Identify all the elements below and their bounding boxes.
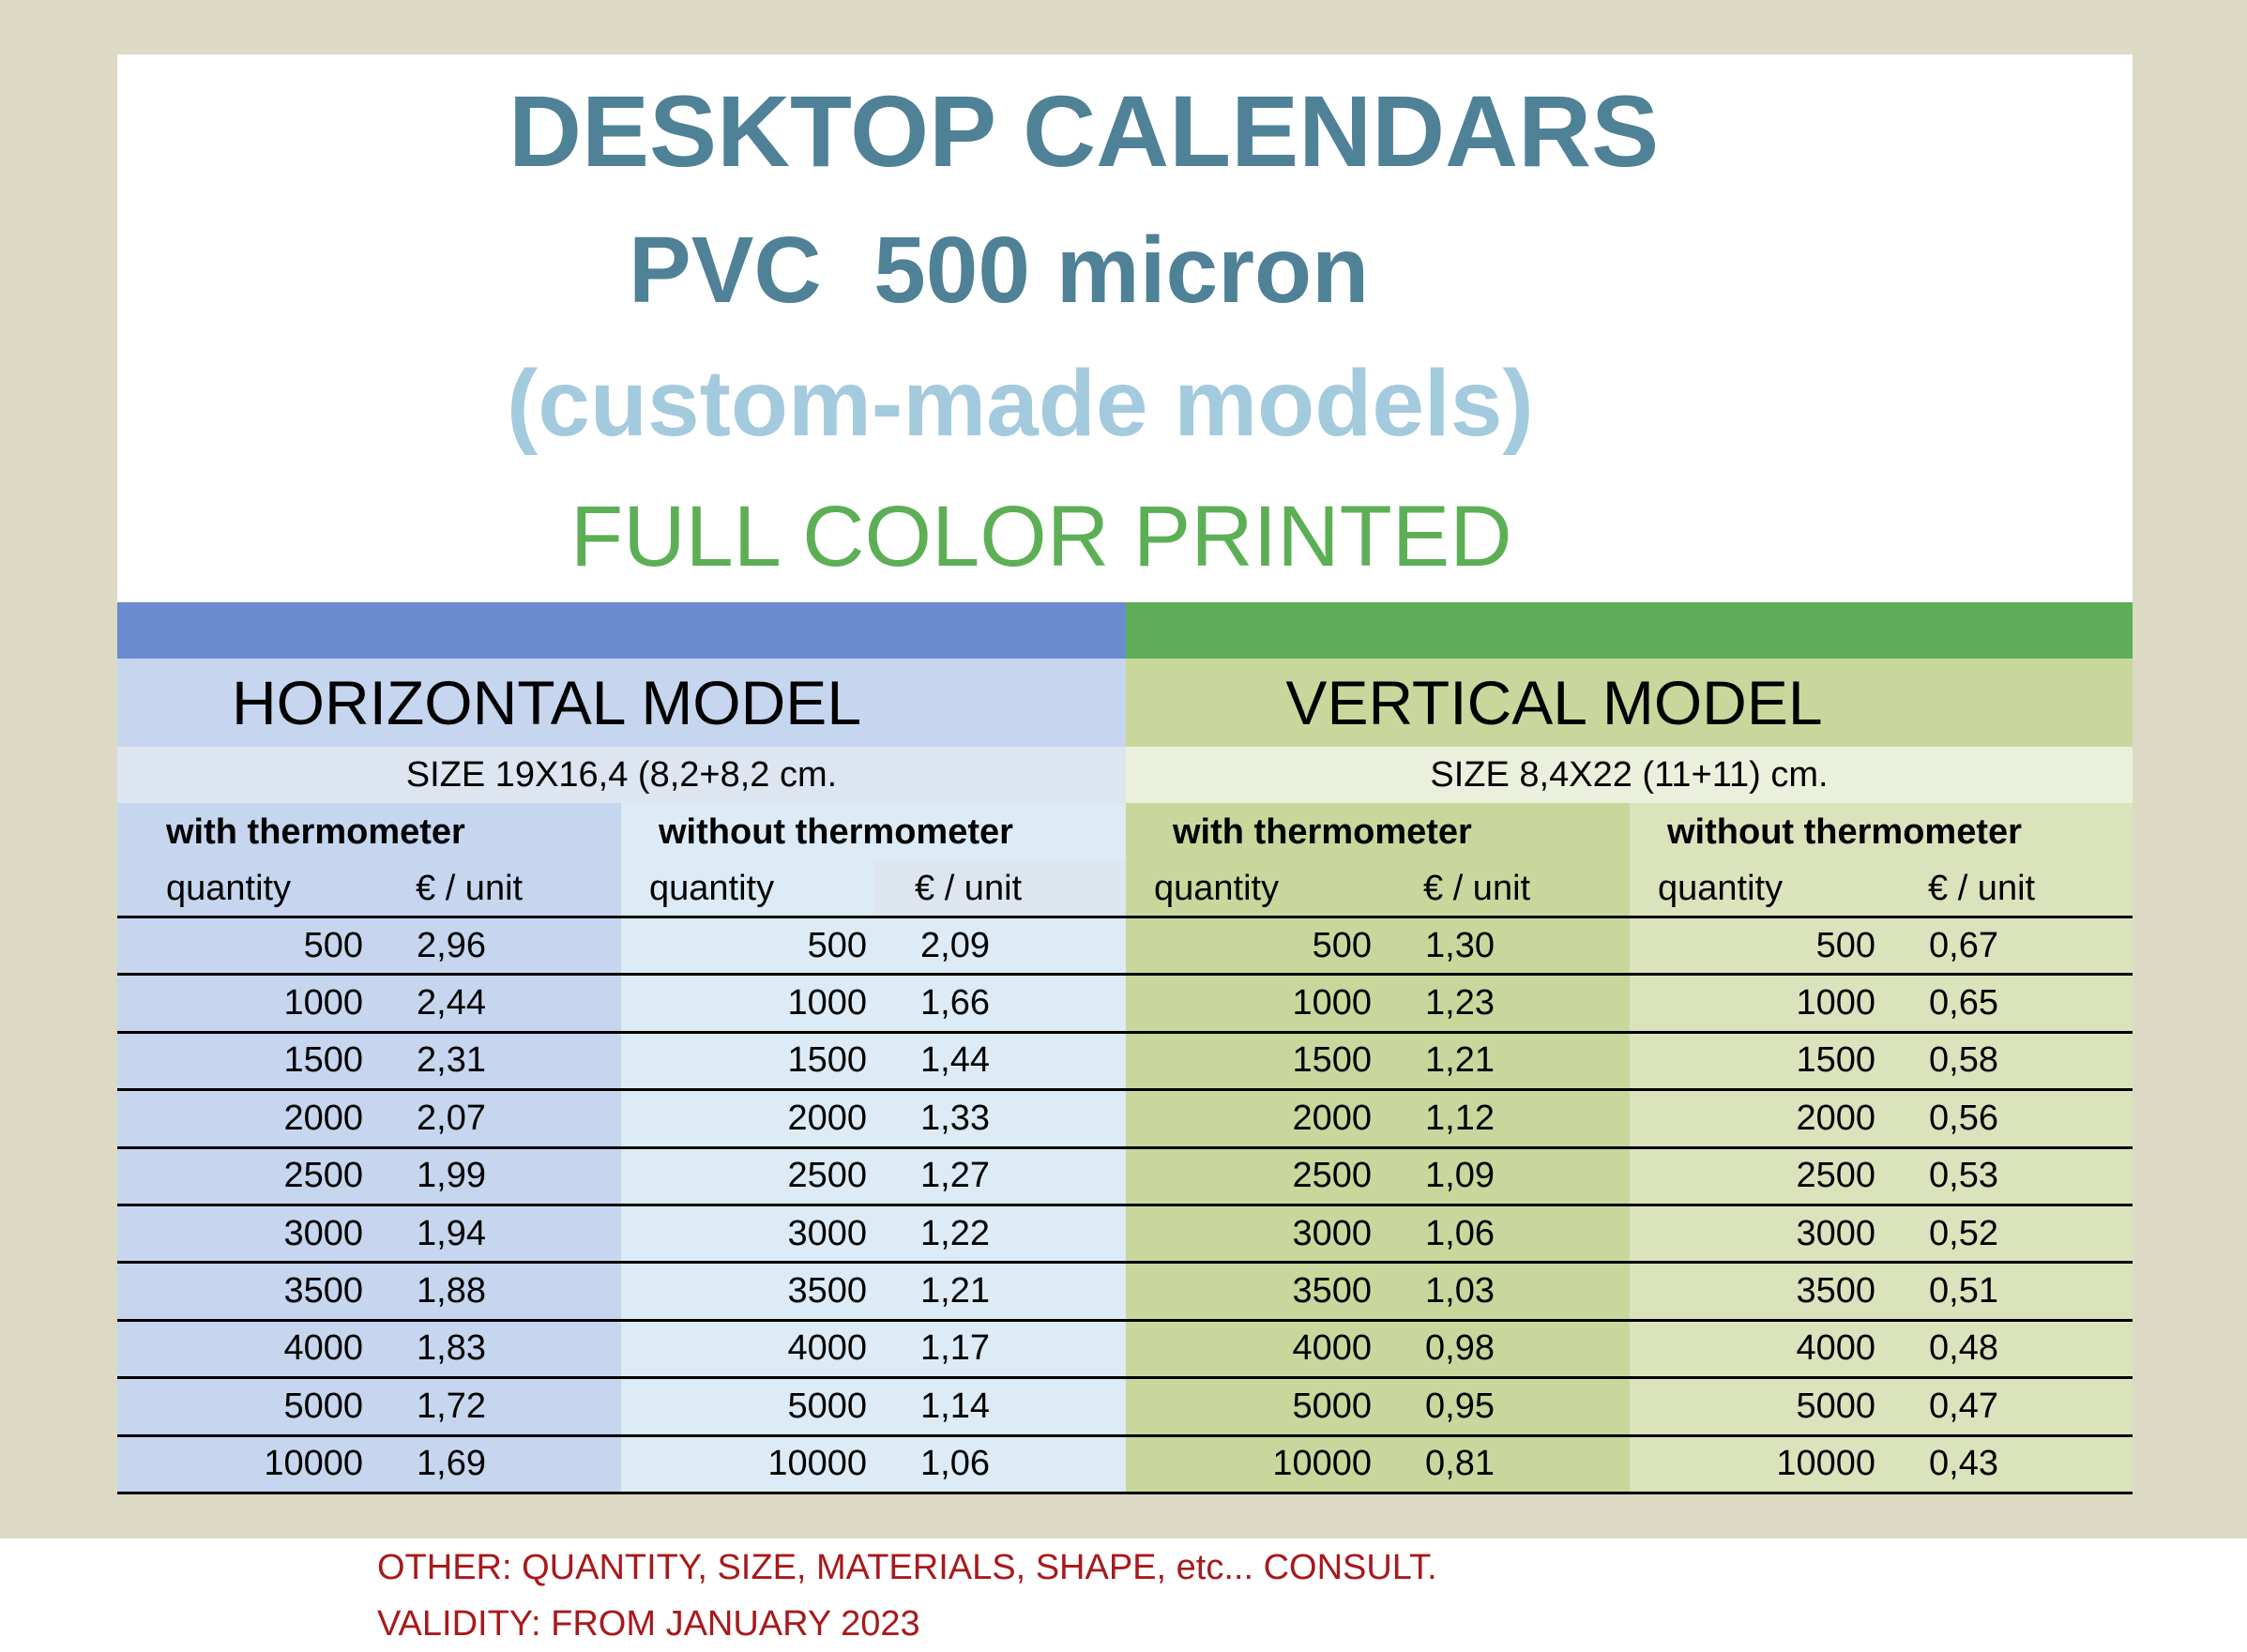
unit-price-header: € / unit: [915, 869, 1023, 908]
unit-price-cell: 1,06: [1372, 1205, 1630, 1262]
unit-price-cell: 0,58: [1875, 1032, 2133, 1089]
h-with-column-headers: [117, 861, 621, 916]
unit-price-cell: 0,43: [1875, 1435, 2133, 1493]
table-row: [117, 1378, 2133, 1435]
quantity-cell: 1000: [117, 975, 363, 1032]
quantity-cell: 2500: [621, 1147, 867, 1205]
footer-other-note: OTHER: QUANTITY, SIZE, MATERIALS, SHAPE, etc... CONSULT.: [377, 1548, 1437, 1587]
h-without-column-headers: [621, 861, 1126, 916]
vertical-model-heading: VERTICAL MODEL: [1126, 659, 2133, 747]
price-sheet: [117, 54, 2133, 1484]
quantity-cell: 3000: [1126, 1205, 1372, 1262]
quantity-cell: 2000: [1630, 1090, 1875, 1147]
unit-price-cell: 0,81: [1372, 1435, 1630, 1493]
unit-price-header: € / unit: [416, 869, 524, 908]
unit-price-cell: 1,27: [867, 1147, 1126, 1205]
custom-subtitle: (custom-made models): [507, 351, 1534, 456]
unit-price-cell: 2,96: [363, 917, 621, 975]
quantity-cell: 1000: [1126, 975, 1372, 1032]
table-row: [117, 1263, 2133, 1320]
unit-price-cell: 1,09: [1372, 1147, 1630, 1205]
quantity-cell: 500: [1126, 917, 1372, 975]
quantity-cell: 5000: [1630, 1378, 1875, 1435]
quantity-cell: 1500: [1126, 1032, 1372, 1089]
table-row: [117, 1205, 2133, 1262]
unit-price-cell: 0,47: [1875, 1378, 2133, 1435]
quantity-cell: 10000: [117, 1435, 363, 1493]
v-without-thermometer-heading: without thermometer: [1630, 803, 2133, 861]
unit-price-cell: 2,07: [363, 1090, 621, 1147]
unit-price-cell: 1,17: [867, 1320, 1126, 1377]
v-with-thermometer-heading: with thermometer: [1126, 803, 1630, 861]
quantity-cell: 2500: [1126, 1147, 1372, 1205]
unit-price-cell: 2,31: [363, 1032, 621, 1089]
page-title: DESKTOP CALENDARS: [509, 74, 1660, 188]
vertical-color-band: [1126, 602, 2133, 659]
h-without-thermometer-heading: without thermometer: [621, 803, 1126, 861]
unit-price-cell: 2,09: [867, 917, 1126, 975]
unit-price-cell: 0,65: [1875, 975, 2133, 1032]
quantity-cell: 5000: [1126, 1378, 1372, 1435]
quantity-cell: 1000: [1630, 975, 1875, 1032]
v-without-column-headers: [1630, 861, 2133, 916]
unit-price-cell: 1,88: [363, 1263, 621, 1320]
quantity-cell: 3500: [117, 1263, 363, 1320]
table-row: [117, 917, 2133, 975]
unit-price-cell: 1,69: [363, 1435, 621, 1493]
table-row: [117, 975, 2133, 1032]
unit-price-cell: 2,44: [363, 975, 621, 1032]
unit-price-cell: 1,06: [867, 1435, 1126, 1493]
quantity-header: quantity: [1154, 869, 1280, 908]
quantity-cell: 1500: [1630, 1032, 1875, 1089]
vertical-size: SIZE 8,4X22 (11+11) cm.: [1126, 747, 2133, 803]
quantity-header: quantity: [649, 869, 775, 908]
quantity-header: quantity: [166, 869, 292, 908]
material-subtitle: PVC 500 micron: [629, 218, 1370, 323]
horizontal-model-heading: HORIZONTAL MODEL: [117, 659, 1126, 747]
quantity-cell: 10000: [621, 1435, 867, 1493]
quantity-cell: 2500: [1630, 1147, 1875, 1205]
unit-price-cell: 0,51: [1875, 1263, 2133, 1320]
quantity-cell: 3500: [621, 1263, 867, 1320]
quantity-cell: 4000: [1630, 1320, 1875, 1377]
table-row: [117, 1435, 2133, 1493]
quantity-cell: 3000: [117, 1205, 363, 1262]
quantity-cell: 3500: [1126, 1263, 1372, 1320]
unit-price-cell: 1,03: [1372, 1263, 1630, 1320]
quantity-cell: 500: [621, 917, 867, 975]
price-table: [117, 916, 2133, 1494]
unit-price-cell: 0,98: [1372, 1320, 1630, 1377]
unit-price-cell: 1,21: [867, 1263, 1126, 1320]
unit-price-cell: 1,44: [867, 1032, 1126, 1089]
quantity-cell: 3000: [621, 1205, 867, 1262]
quantity-cell: 10000: [1630, 1435, 1875, 1493]
unit-price-cell: 0,53: [1875, 1147, 2133, 1205]
unit-price-cell: 1,66: [867, 975, 1126, 1032]
unit-price-cell: 1,99: [363, 1147, 621, 1205]
unit-price-cell: 1,12: [1372, 1090, 1630, 1147]
horizontal-size: SIZE 19X16,4 (8,2+8,2 cm.: [117, 747, 1126, 803]
quantity-cell: 10000: [1126, 1435, 1372, 1493]
quantity-cell: 5000: [621, 1378, 867, 1435]
quantity-cell: 1500: [621, 1032, 867, 1089]
quantity-cell: 2000: [117, 1090, 363, 1147]
table-row: [117, 1320, 2133, 1377]
quantity-cell: 500: [1630, 917, 1875, 975]
unit-price-cell: 1,23: [1372, 975, 1630, 1032]
unit-price-cell: 1,83: [363, 1320, 621, 1377]
quantity-cell: 4000: [117, 1320, 363, 1377]
unit-price-header: € / unit: [1423, 869, 1531, 908]
table-row: [117, 1090, 2133, 1147]
quantity-cell: 2000: [1126, 1090, 1372, 1147]
footer-validity-note: VALIDITY: FROM JANUARY 2023: [377, 1604, 920, 1644]
quantity-cell: 5000: [117, 1378, 363, 1435]
unit-price-cell: 1,21: [1372, 1032, 1630, 1089]
h-with-thermometer-heading: with thermometer: [117, 803, 621, 861]
unit-price-cell: 0,48: [1875, 1320, 2133, 1377]
unit-price-cell: 1,94: [363, 1205, 621, 1262]
horizontal-color-band: [117, 602, 1126, 659]
unit-price-cell: 1,22: [867, 1205, 1126, 1262]
print-subtitle: FULL COLOR PRINTED: [570, 489, 1512, 584]
quantity-cell: 3500: [1630, 1263, 1875, 1320]
quantity-cell: 4000: [1126, 1320, 1372, 1377]
quantity-cell: 1500: [117, 1032, 363, 1089]
quantity-header: quantity: [1658, 869, 1784, 908]
v-with-column-headers: [1126, 861, 1630, 916]
unit-price-header: € / unit: [1928, 869, 2036, 908]
quantity-cell: 4000: [621, 1320, 867, 1377]
quantity-cell: 2500: [117, 1147, 363, 1205]
quantity-cell: 2000: [621, 1090, 867, 1147]
unit-price-cell: 1,30: [1372, 917, 1630, 975]
table-row: [117, 1147, 2133, 1205]
unit-price-cell: 1,14: [867, 1378, 1126, 1435]
unit-price-cell: 0,56: [1875, 1090, 2133, 1147]
unit-price-cell: 0,67: [1875, 917, 2133, 975]
unit-price-cell: 1,72: [363, 1378, 621, 1435]
unit-price-cell: 0,95: [1372, 1378, 1630, 1435]
quantity-cell: 3000: [1630, 1205, 1875, 1262]
quantity-cell: 500: [117, 917, 363, 975]
table-row: [117, 1032, 2133, 1089]
quantity-cell: 1000: [621, 975, 867, 1032]
unit-price-cell: 0,52: [1875, 1205, 2133, 1262]
unit-price-cell: 1,33: [867, 1090, 1126, 1147]
